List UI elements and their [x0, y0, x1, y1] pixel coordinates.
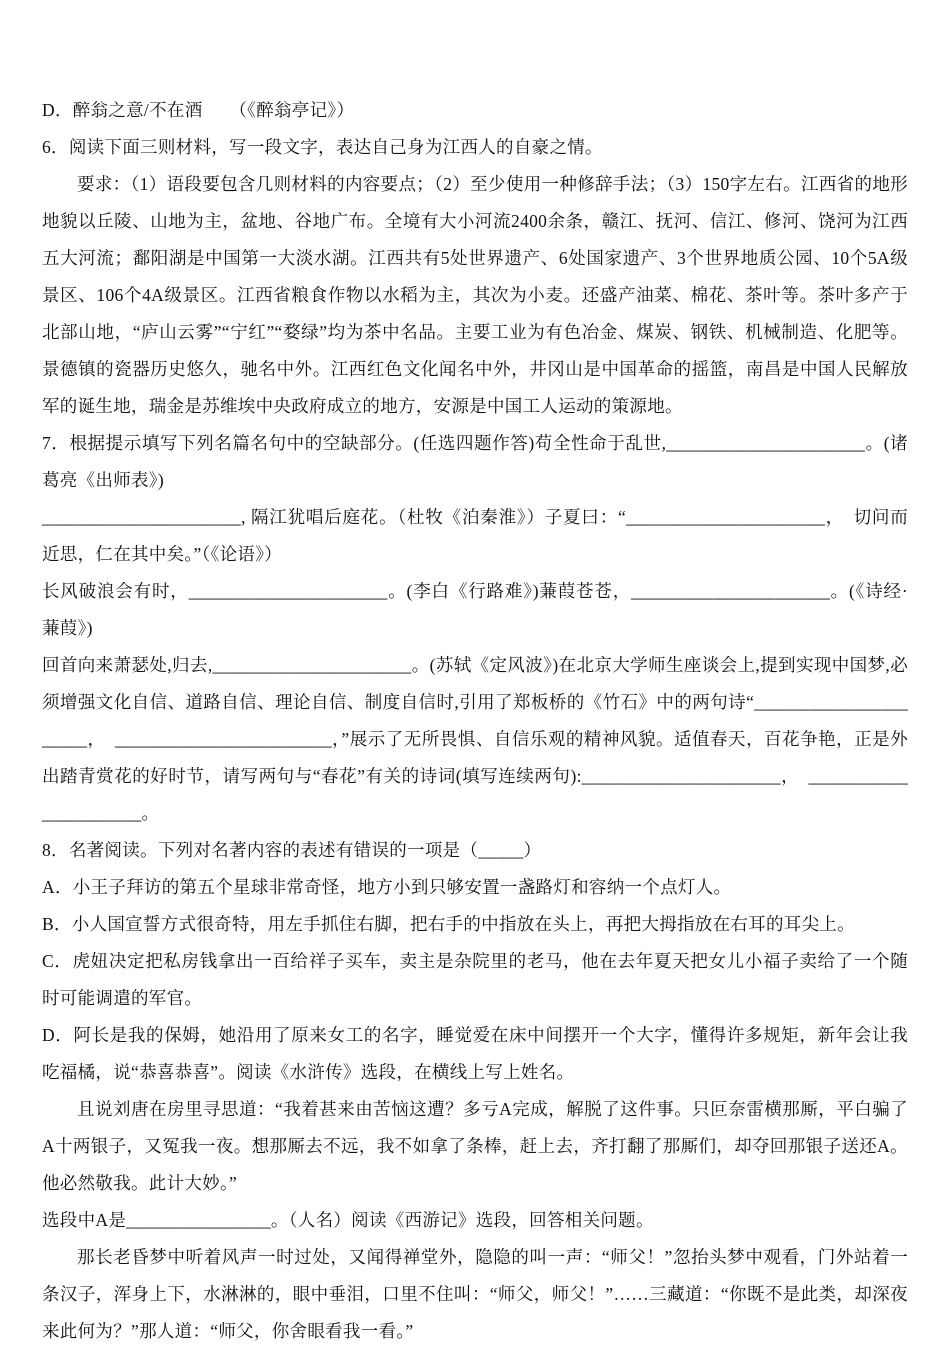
shuihu-excerpt: 且说刘唐在房里寻思道：“我着甚来由苦恼这遭？多亏A完成，解脱了这件事。只叵奈雷横那厮，平白骗了A十两银子，又冤我一夜。想那厮去不远，我不如拿了条棒，赶上去，齐打翻了那厮们，却夺回那银子送还A。他必然敬我。此计大妙。” — [42, 1099, 908, 1193]
xiyouji-excerpt: 那长老昏梦中听着风声一时过处，又闻得禅堂外，隐隐的叫一声：“师父！”忽抬头梦中观看，门外站着一条汉子，浑身上下，水淋淋的，眼中垂泪，口里不住叫：“师父，师父！”……三藏道：“你既不是此类，却深夜来此何为？”那人道：“师父，你舍眼看我一看。” — [42, 1247, 908, 1341]
question-7-line-2: ______________________, 隔江犹唱后庭花。（杜牧《泊秦淮》）子夏曰：“______________________， 切问而近思，仁在其中矣。”（《论语》） — [42, 507, 908, 564]
question-7-line-4: 回首向来萧瑟处,归去,______________________。(苏轼《定风波》)在北京大学师生座谈会上,提到实现中国梦,必须增强文化自信、道路自信、理论自信、制度自信时,引用了郑板桥的《竹石》中的两句诗“______________________， ________________________，”展示了无所畏惧、自信乐观的精神风貌。适值春天，百花争艳，正是外出踏青赏花的好时节，请写两句与“春花”有关的诗词(填写连续两句):______________________， ______________________。 — [42, 655, 908, 823]
option-d-line: D．醉翁之意/不在酒 （《醉翁亭记》） — [42, 100, 355, 120]
question-8-option-a: A．小王子拜访的第五个星球非常奇怪，地方小到只够安置一盏路灯和容纳一个点灯人。 — [42, 877, 732, 897]
question-8-option-c: C．虎妞决定把私房钱拿出一百给祥子买车，卖主是杂院里的老马，他在去年夏天把女儿小福子卖给了一个随时可能调遣的军官。 — [42, 951, 908, 1008]
question-8-option-b: B．小人国宣誓方式很奇特，用左手抓住右脚，把右手的中指放在头上，再把大拇指放在右耳的耳尖上。 — [42, 914, 855, 934]
question-6-requirements-material: 要求：（1）语段要包含几则材料的内容要点；（2）至少使用一种修辞手法；（3）150字左右。江西省的地形地貌以丘陵、山地为主，盆地、谷地广布。全境有大小河流2400余条，赣江、抚河、信江、修河、饶河为江西五大河流；鄱阳湖是中国第一大淡水湖。江西共有5处世界遗产、6处国家遗产、3个世界地质公园、10个5A级景区、106个4A级景区。江西省粮食作物以水稻为主，其次为小麦。还盛产油菜、棉花、茶叶等。茶叶多产于北部山地，“庐山云雾”“宁红”“婺绿”均为茶中名品。主要工业为有色冶金、煤炭、钢铁、机械制造、化肥等。景德镇的瓷器历史悠久，驰名中外。江西红色文化闻名中外，井冈山是中国革命的摇篮，南昌是中国人民解放军的诞生地，瑞金是苏维埃中央政府成立的地方，安源是中国工人运动的策源地。 — [42, 174, 908, 416]
shuihu-question: 选段中A是________________。（人名）阅读《西游记》选段，回答相关问题。 — [42, 1210, 654, 1230]
question-8-option-d: D．阿长是我的保姆，她沿用了原来女工的名字，睡觉爱在床中间摆开一个大字，懂得许多规矩，新年会让我吃福橘，说“恭喜恭喜”。阅读《水浒传》选段，在横线上写上姓名。 — [42, 1025, 908, 1082]
question-7-line-3: 长风破浪会有时，______________________。(李白《行路难》)蒹葭苍苍，______________________。(《诗经·蒹葭》) — [42, 581, 908, 638]
question-6-stem: 6．阅读下面三则材料，写一段文字，表达自己身为江西人的自豪之情。 — [42, 137, 603, 157]
question-8-stem: 8．名著阅读。下列对名著内容的表述有错误的一项是（_____） — [42, 840, 542, 860]
question-7-stem: 7．根据提示填写下列名篇名句中的空缺部分。(任选四题作答)苟全性命于乱世,______________________。(诸葛亮《出师表》) — [42, 433, 908, 490]
